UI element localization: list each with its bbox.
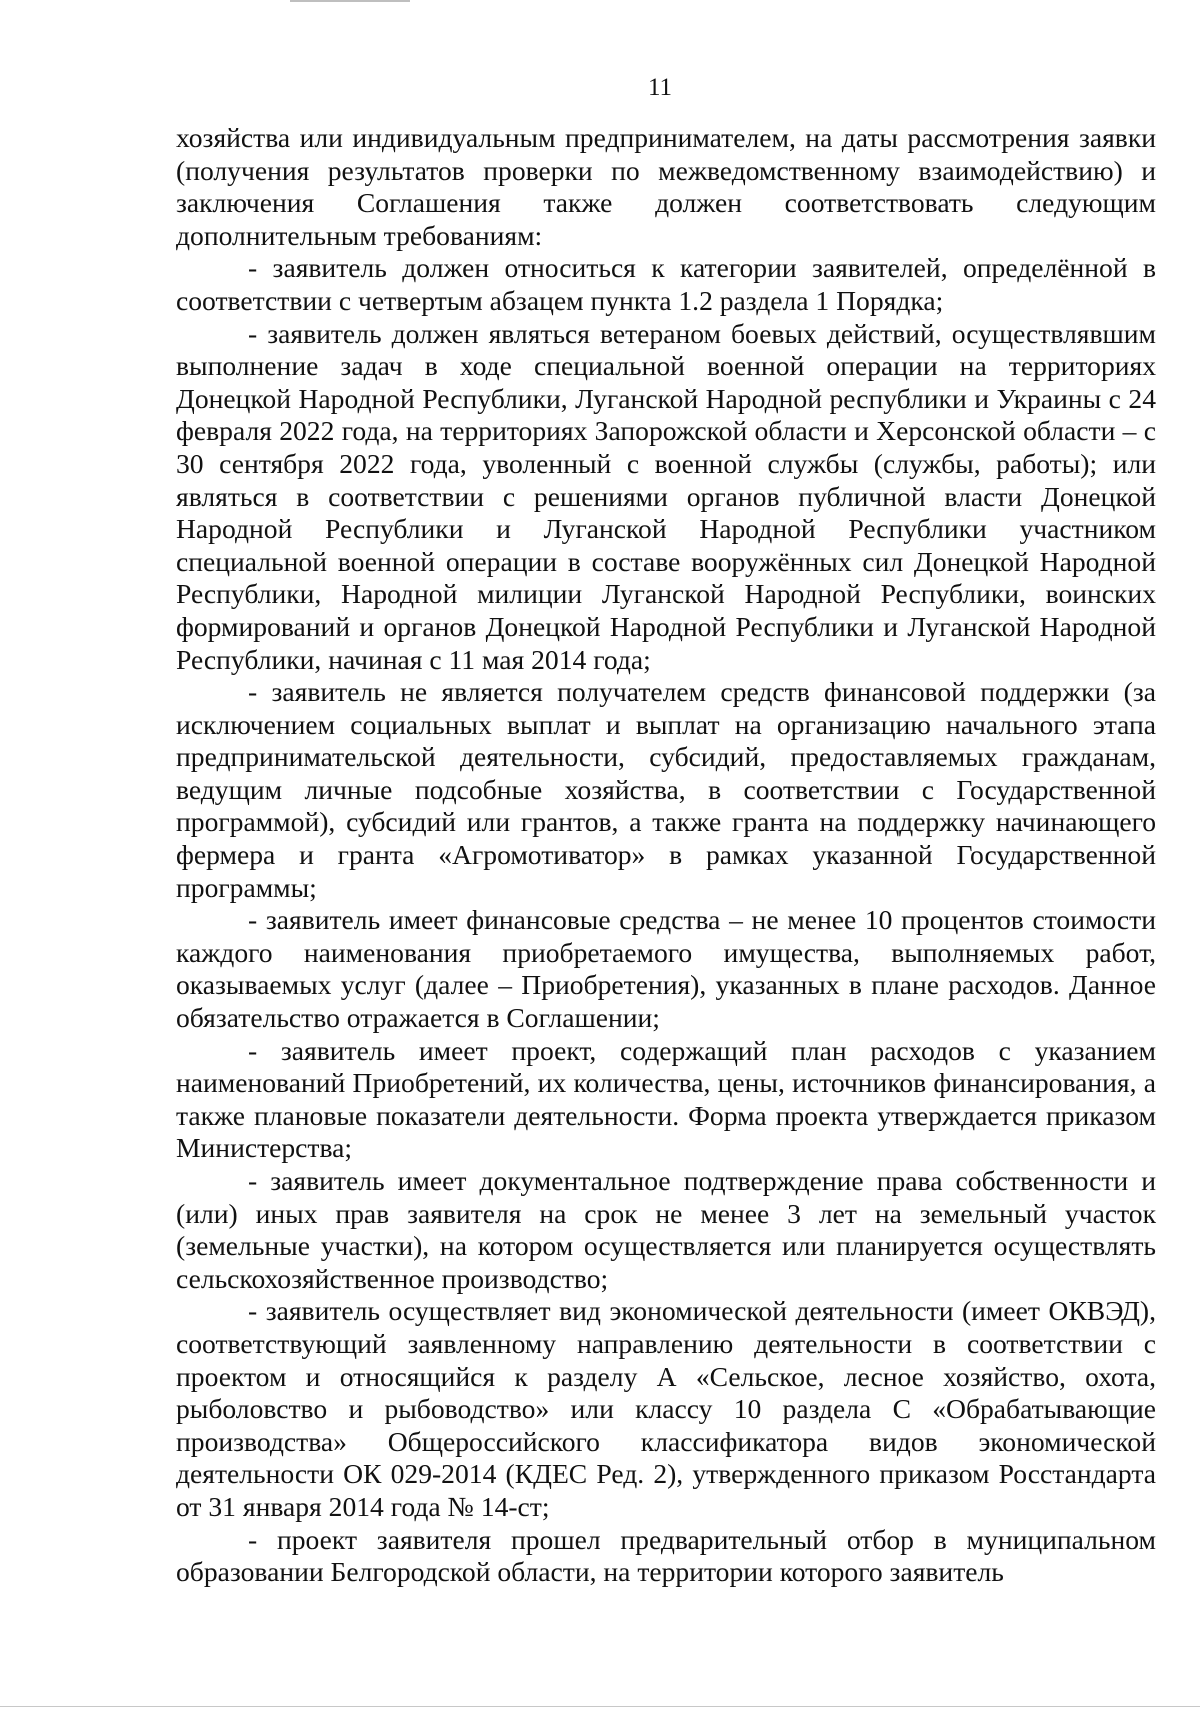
scan-edge-top — [290, 0, 410, 2]
document-body — [176, 122, 1156, 1589]
page-number: 11 — [647, 74, 673, 101]
paragraph-okved: - заявитель осуществляет вид экономической деятельности (имеет ОКВЭД), соответствующий заявленному направлению деятельности в соответствии с проектом и относящийся к разделу А «Сельское, лесное хозяйство, охота, рыболовство и рыбоводство» или классу 10 раздела С «Обрабатывающие производства» Общероссийского классификатора видов экономической деятельности ОК 029-2014 (КДЕС Ред. 2), утвержденного приказом Росстандарта от 31 января 2014 года № 14-ст; — [176, 1295, 1156, 1522]
paragraph-continuation: хозяйства или индивидуальным предпринимателем, на даты рассмотрения заявки (получения результатов проверки по межведомственному взаимодействию) и заключения Соглашения также должен соответствовать следующим дополнительным требованиям: — [176, 122, 1156, 251]
paragraph-own-funds: - заявитель имеет финансовые средства – не менее 10 процентов стоимости каждого наименования приобретаемого имущества, выполняемых работ, оказываемых услуг (далее – Приобретения), указанных в плане расходов. Данное обязательство отражается в Соглашении; — [176, 904, 1156, 1034]
paragraph-land-rights: - заявитель имеет документальное подтверждение права собственности и (или) иных прав заявителя на срок не менее 3 лет на земельный участок (земельные участки), на котором осуществляется или планируется осуществлять сельскохозяйственное производство; — [176, 1165, 1156, 1294]
paragraph-project-plan: - заявитель имеет проект, содержащий план расходов с указанием наименований Приобретений, их количества, цены, источников финансирования, а также плановые показатели деятельности. Форма проекта утверждается приказом Министерства; — [176, 1034, 1156, 1164]
paragraph-preliminary-selection: - проект заявителя прошел предварительный отбор в муниципальном образовании Белгородской области, на территории которого заявитель — [176, 1523, 1156, 1588]
scan-edge-bottom — [0, 1706, 1200, 1707]
paragraph-no-financial-support: - заявитель не является получателем средств финансовой поддержки (за исключением социальных выплат и выплат на организацию начального этапа предпринимательской деятельности, субсидий, предоставляемых гражданам, ведущим личные подсобные хозяйства, в соответствии с Государственной программой), субсидий или грантов, а также гранта на поддержку начинающего фермера и гранта «Агромотиватор» в рамках указанной Государственной программы; — [176, 676, 1156, 903]
paragraph-applicant-category: - заявитель должен относиться к категории заявителей, определённой в соответствии с четвертым абзацем пункта 1.2 раздела 1 Порядка; — [176, 252, 1156, 316]
paragraph-veteran-requirement: - заявитель должен являться ветераном боевых действий, осуществлявшим выполнение задач в ходе специальной военной операции на территориях Донецкой Народной Республики, Луганской Народной республики и Украины с 24 февраля 2022 года, на территориях Запорожской области и Херсонской области – с 30 сентября 2022 года, уволенный с военной службы (службы, работы); или являться в соответствии с решениями органов публичной власти Донецкой Народной Республики и Луганской Народной Республики участником специальной военной операции в составе вооружённых сил Донецкой Народной Республики, Народной милиции Луганской Народной Республики, воинских формирований и органов Донецкой Народной Республики и Луганской Народной Республики, начиная с 11 мая 2014 года; — [176, 317, 1156, 675]
